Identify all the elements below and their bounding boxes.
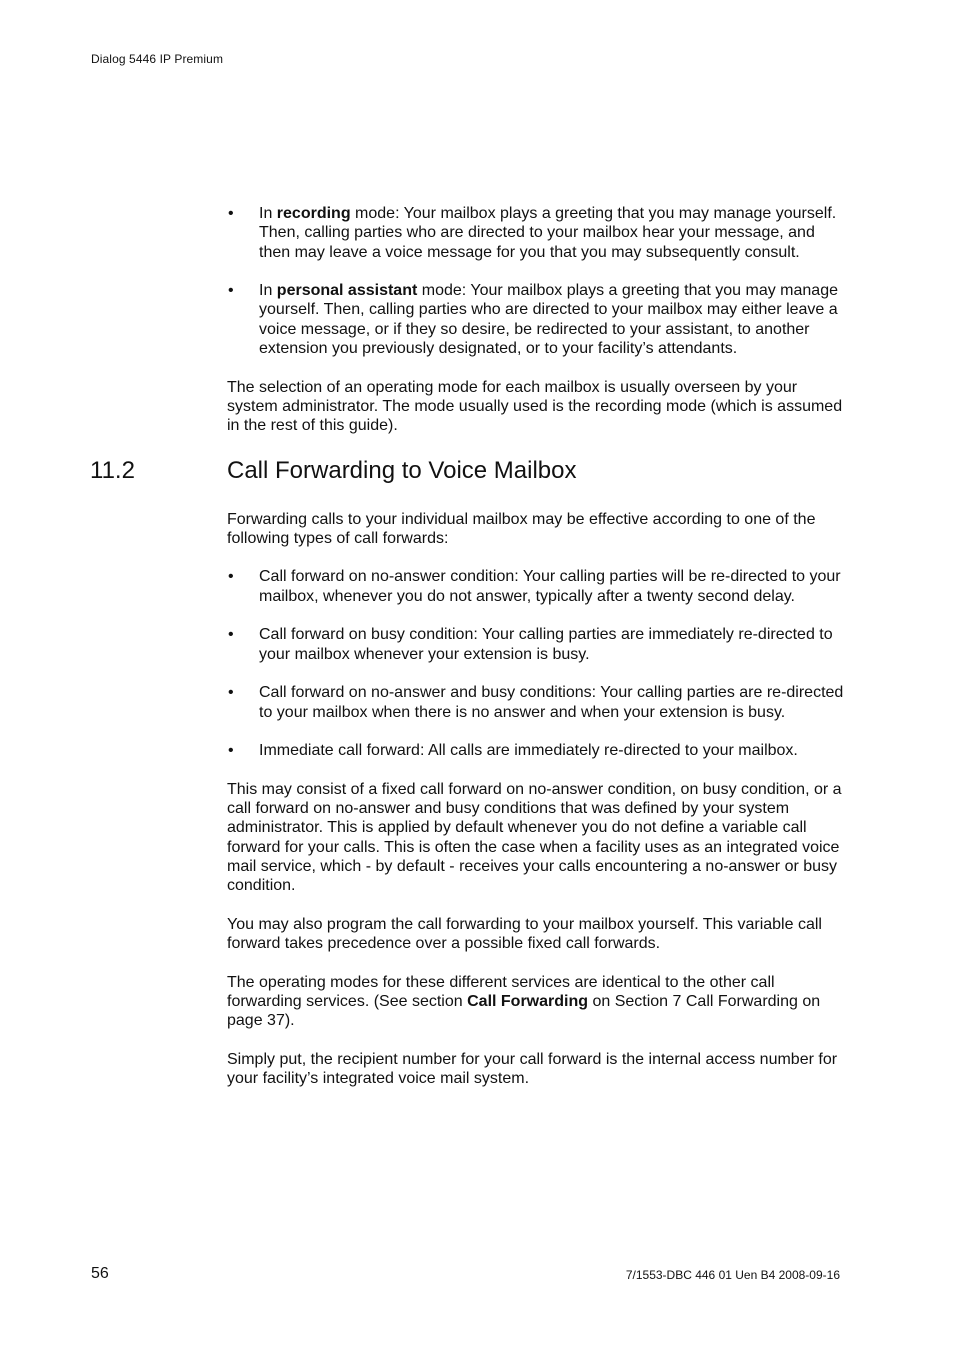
section-heading — [90, 456, 847, 490]
variable-forward-paragraph: You may also program the call forwarding to your mailbox yourself. This variable call forward takes precedence over a possible fixed call forwards. — [227, 915, 822, 953]
bullet-glyph: • — [228, 568, 234, 586]
bullet-glyph: • — [228, 282, 234, 300]
operating-modes-paragraph — [227, 973, 847, 1031]
section-number: 11.2 — [90, 456, 135, 484]
section-lead-paragraph: Forwarding calls to your individual mailbox may be effective according to one of the following types of call forwards: — [227, 510, 816, 547]
list-item-recording-mode — [227, 204, 847, 262]
list-item-no-answer-busy-forward — [227, 683, 847, 722]
bullet-glyph: • — [228, 742, 234, 760]
page-content — [90, 204, 847, 1108]
running-header: Dialog 5446 IP Premium — [91, 52, 224, 66]
bullet-glyph: • — [228, 684, 234, 702]
list-item-no-answer-forward — [227, 567, 847, 606]
list-item-immediate-forward — [227, 741, 847, 760]
list-item-personal-assistant-mode — [227, 281, 847, 358]
bullet-glyph: • — [228, 205, 234, 222]
document-id: 7/1553-DBC 446 01 Uen B4 2008-09-16 — [625, 1268, 840, 1282]
list-item-prefix: In — [259, 205, 277, 222]
list-item-text: Immediate call forward: All calls are immediately re-directed to your mailbox. — [259, 742, 798, 760]
list-item-term: personal assistant — [276, 282, 418, 300]
list-item-busy-forward — [227, 625, 847, 664]
bullet-glyph: • — [228, 626, 234, 644]
paragraph-text: on Section 7 Call Forwarding on page 37). — [227, 992, 821, 1030]
paragraph-text: The operating modes for these different services are identical to the other call forwarding services. (See section — [227, 973, 775, 1010]
list-item-text: Call forward on busy condition: Your calling parties are immediately re-directed to your mailbox whenever your extension is busy. — [259, 626, 833, 663]
list-item-text: Call forward on no-answer and busy conditions: Your calling parties are re-directed to your mailbox when there is no answer and when your extension is busy. — [259, 684, 844, 721]
section-title: Call Forwarding to Voice Mailbox — [227, 456, 577, 484]
cross-reference: Call Forwarding — [467, 992, 589, 1010]
fixed-forward-paragraph: This may consist of a fixed call forward on no-answer condition, on busy condition, or a call forward on no-answer and busy conditions that was defined by your system administrator. This is applied by default whenever you do not define a variable call forward for your calls. This is often the case when a facility uses as an integrated voice mail service, which - by default - receives your calls encountering a no-answer or busy condition. — [227, 780, 842, 895]
recipient-number-paragraph: Simply put, the recipient number for your call forward is the internal access number for your facility’s integrated voice mail system. — [227, 1050, 838, 1088]
list-item-text: mode: Your mailbox plays a greeting that you may manage yourself. Then, calling parties who are directed to your mailbox hear your message, and then may leave a voice message for you that you may subsequently consult. — [259, 205, 837, 261]
list-item-text: Call forward on no-answer condition: Your calling parties will be re-directed to your mailbox, whenever you do not answer, typically after a twenty second delay. — [259, 568, 841, 605]
list-item-term: recording — [276, 205, 351, 222]
list-item-text: mode: Your mailbox plays a greeting that you may manage yourself. Then, calling parties who are directed to your mailbox may either leave a voice message, or if they so desire, be redirected to your assistant, to another extension you previously designated, or to your facility’s attendants. — [259, 282, 838, 358]
list-item-prefix: In — [259, 282, 277, 300]
page-number: 56 — [91, 1265, 109, 1282]
intro-paragraph: The selection of an operating mode for each mailbox is usually overseen by your system administrator. The mode usually used is the recording mode (which is assumed in the rest of this guide). — [227, 378, 843, 435]
